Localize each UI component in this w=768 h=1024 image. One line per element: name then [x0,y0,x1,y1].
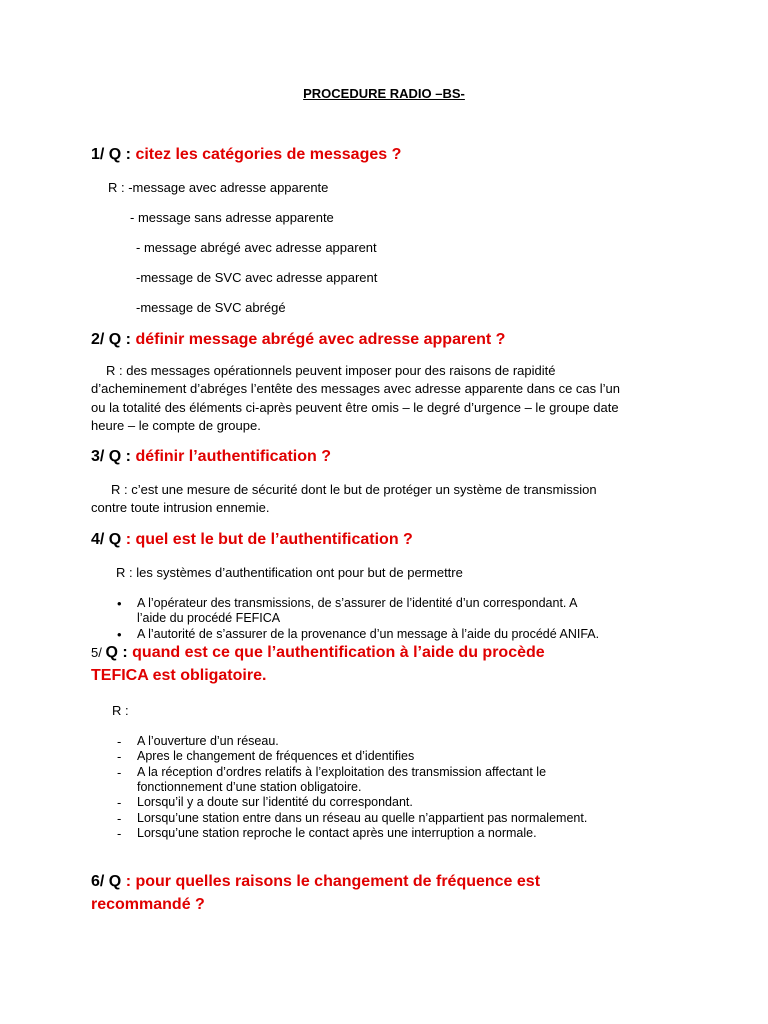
q1-answer-line: - message abrégé avec adresse apparent [136,240,377,255]
question-6-number: 6/ Q [91,873,126,890]
question-5-text-line-1: quand est ce que l’authentification à l’aide du procède [132,644,545,661]
question-6-text-line-1: : pour quelles raisons le changement de fréquence est [125,873,541,890]
question-2-text: définir message abrégé avec adresse apparent ? [135,331,506,348]
question-3 [91,446,331,468]
dash-marker: - [117,826,122,841]
q4-bullet-1-line: l’aide du procédé FEFICA [137,611,281,625]
q5-answer-item: Lorsqu’une station entre dans un réseau au quelle n’appartient pas normalement. [137,811,588,825]
bullet-icon: • [117,627,122,642]
question-5-text-line-2: TEFICA est obligatoire. [91,667,267,684]
question-5 [91,642,545,664]
question-4-number: 4/ Q [91,531,126,548]
question-1-text: citez les catégories de messages ? [135,146,402,163]
dash-marker: - [117,765,122,780]
dash-marker: - [117,795,122,810]
q5-answer-item: A l’ouverture d’un réseau. [137,734,279,748]
question-5-q: Q : [105,644,133,661]
document-title: PROCEDURE RADIO –BS- [303,86,465,101]
q3-answer-line: contre toute intrusion ennemie. [91,500,270,515]
q5-answer-item: Lorsqu’une station reproche le contact après une interruption a normale. [137,826,537,840]
question-2 [91,329,505,351]
q5-answer-item: Lorsqu’il y a doute sur l’identité du correspondant. [137,795,413,809]
question-6 [91,871,540,893]
q5-answer-item: fonctionnement d’une station obligatoire. [137,780,362,794]
q1-answer-line: - message sans adresse apparente [130,210,334,225]
question-5-number: 5/ [91,645,106,660]
q2-answer-line: d’acheminement d’abréges l’entête des messages avec adresse apparente dans ce cas l’un [91,381,620,396]
q5-answer-item: A la réception d’ordres relatifs à l’exploitation des transmission affectant le [137,765,547,779]
q1-answer-line: -message de SVC abrégé [136,300,286,315]
q1-answer-line: R : -message avec adresse apparente [108,180,329,195]
q4-bullet-1-line: A l’opérateur des transmissions, de s’assurer de l’identité d’un correspondant. A [137,596,578,610]
q3-answer-line: R : c’est une mesure de sécurité dont le but de protéger un système de transmission [111,482,597,497]
question-1 [91,144,401,166]
question-1-number: 1/ Q : [91,146,136,163]
q2-answer-line: heure – le compte de groupe. [91,418,261,433]
q5-answer-item: Apres le changement de fréquences et d’identifies [137,749,415,763]
dash-marker: - [117,749,122,764]
q4-bullet-2: A l’autorité de s’assurer de la provenance d’un message à l’aide du procédé ANIFA. [137,627,600,641]
question-4-text: : quel est le but de l’authentification ? [125,531,413,548]
q2-answer-line: R : des messages opérationnels peuvent imposer pour des raisons de rapidité [106,363,556,378]
q1-answer-line: -message de SVC avec adresse apparent [136,270,378,285]
q5-answer-label: R : [112,703,129,718]
dash-marker: - [117,734,122,749]
question-4 [91,529,413,551]
q4-answer-intro: R : les systèmes d’authentification ont pour but de permettre [116,565,463,580]
question-2-number: 2/ Q : [91,331,136,348]
dash-marker: - [117,811,122,826]
bullet-icon: • [117,596,122,611]
question-3-text: définir l’authentification ? [135,448,332,465]
question-3-number: 3/ Q : [91,448,136,465]
question-6-text-line-2: recommandé ? [91,896,205,913]
q2-answer-line: ou la totalité des éléments ci-après peuvent être omis – le degré d’urgence – le groupe date [91,400,619,415]
